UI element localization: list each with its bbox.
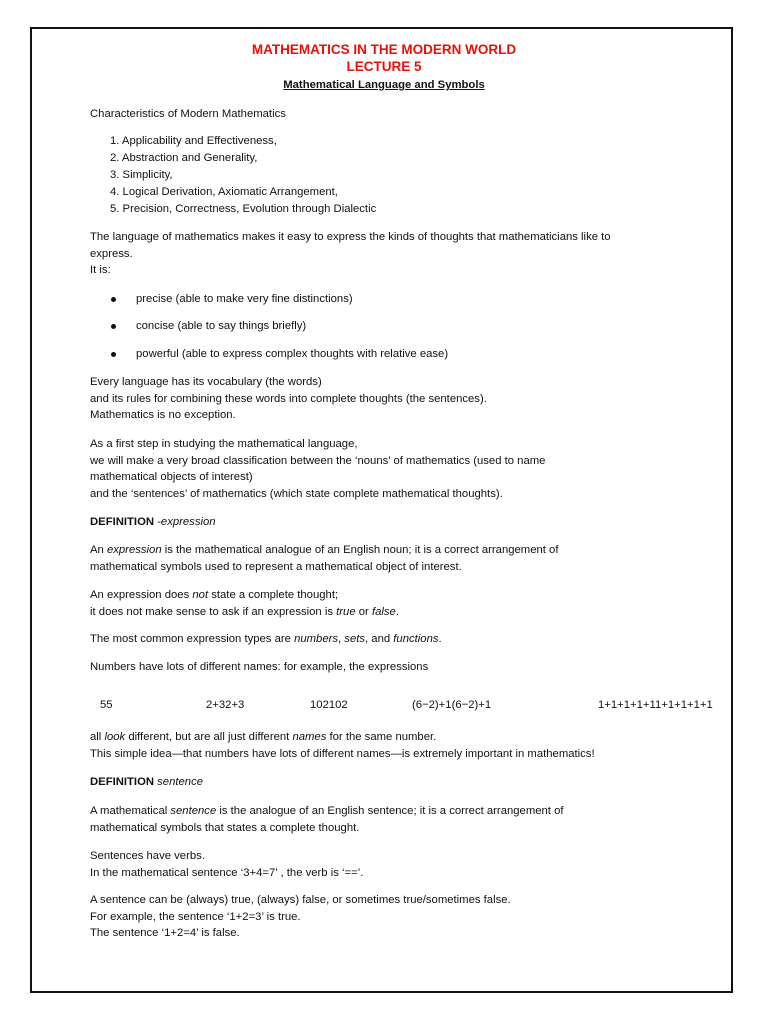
document-subtitle: Mathematical Language and Symbols xyxy=(283,79,485,91)
bullet-icon xyxy=(111,324,116,329)
sentence-verbs-paragraph: Sentences have verbs. In the mathematical sentence ‘3+4=7’ , the verb is ‘==’. xyxy=(90,850,364,879)
characteristics-heading: Characteristics of Modern Mathematics xyxy=(90,108,286,120)
bullet-item: precise (able to make very fine distinctions) xyxy=(136,293,353,305)
sentence-truth-paragraph: A sentence can be (always) true, (always) false, or sometimes true/sometimes false. For example, the sentence ‘1+2=3’ is true. The sentence ‘1+2=4’ is false. xyxy=(90,894,511,939)
language-intro: The language of mathematics makes it easy to express the kinds of thoughts that mathematicians like to express. It is: xyxy=(90,231,611,276)
expression-definition-paragraph: An expression is the mathematical analogue of an English noun; it is a correct arrangement of mathematical symbols used to represent a mathematical object of interest. xyxy=(90,544,559,573)
first-step-paragraph: As a first step in studying the mathematical language, we will make a very broad classification between the ‘nouns’ of mathematics (used to name mathematical objects of interest) and the ‘sentences’ of mathematics (which state complete mathematical thoughts). xyxy=(90,438,546,500)
sentence-definition-paragraph: A mathematical sentence is the analogue of an English sentence; it is a correct arrangement of mathematical symbols that states a complete thought. xyxy=(90,805,564,834)
list-item: 2. Abstraction and Generality, xyxy=(110,152,258,164)
bullet-item: concise (able to say things briefly) xyxy=(136,320,307,332)
expression-types-paragraph: The most common expression types are numbers, sets, and functions. xyxy=(90,633,442,645)
lecture-number: LECTURE 5 xyxy=(346,59,422,74)
list-item: 3. Simplicity, xyxy=(110,169,173,181)
list-item: 5. Precision, Correctness, Evolution through Dialectic xyxy=(110,203,377,215)
bullet-icon xyxy=(111,297,116,302)
vocabulary-paragraph: Every language has its vocabulary (the words) and its rules for combining these words into complete thoughts (the sentences). Mathematics is no exception. xyxy=(90,376,487,421)
names-idea-paragraph: all look different, but are all just different names for the same number. This simple idea—that numbers have lots of different names—is extremely important in mathematics! xyxy=(90,731,595,760)
expression-not-thought-paragraph: An expression does not state a complete thought; it does not make sense to ask if an expression is true or false. xyxy=(90,589,399,618)
example-expression: 102102 xyxy=(310,699,348,711)
bullet-icon xyxy=(111,352,116,357)
example-expression: 55 xyxy=(100,699,113,711)
example-expression: 1+1+1+1+11+1+1+1+1 xyxy=(598,699,713,711)
list-item: 1. Applicability and Effectiveness, xyxy=(110,135,277,147)
numbers-names-paragraph: Numbers have lots of different names: for example, the expressions xyxy=(90,661,429,673)
bullet-item: powerful (able to express complex thoughts with relative ease) xyxy=(136,348,449,360)
definition-expression-heading: DEFINITION -expression xyxy=(90,516,216,528)
list-item: 4. Logical Derivation, Axiomatic Arrangement, xyxy=(110,186,338,198)
definition-sentence-heading: DEFINITION sentence xyxy=(90,776,204,788)
example-expression: 2+32+3 xyxy=(206,699,245,711)
example-expression: (6−2)+1(6−2)+1 xyxy=(412,699,492,711)
document-title: MATHEMATICS IN THE MODERN WORLD xyxy=(251,42,517,57)
